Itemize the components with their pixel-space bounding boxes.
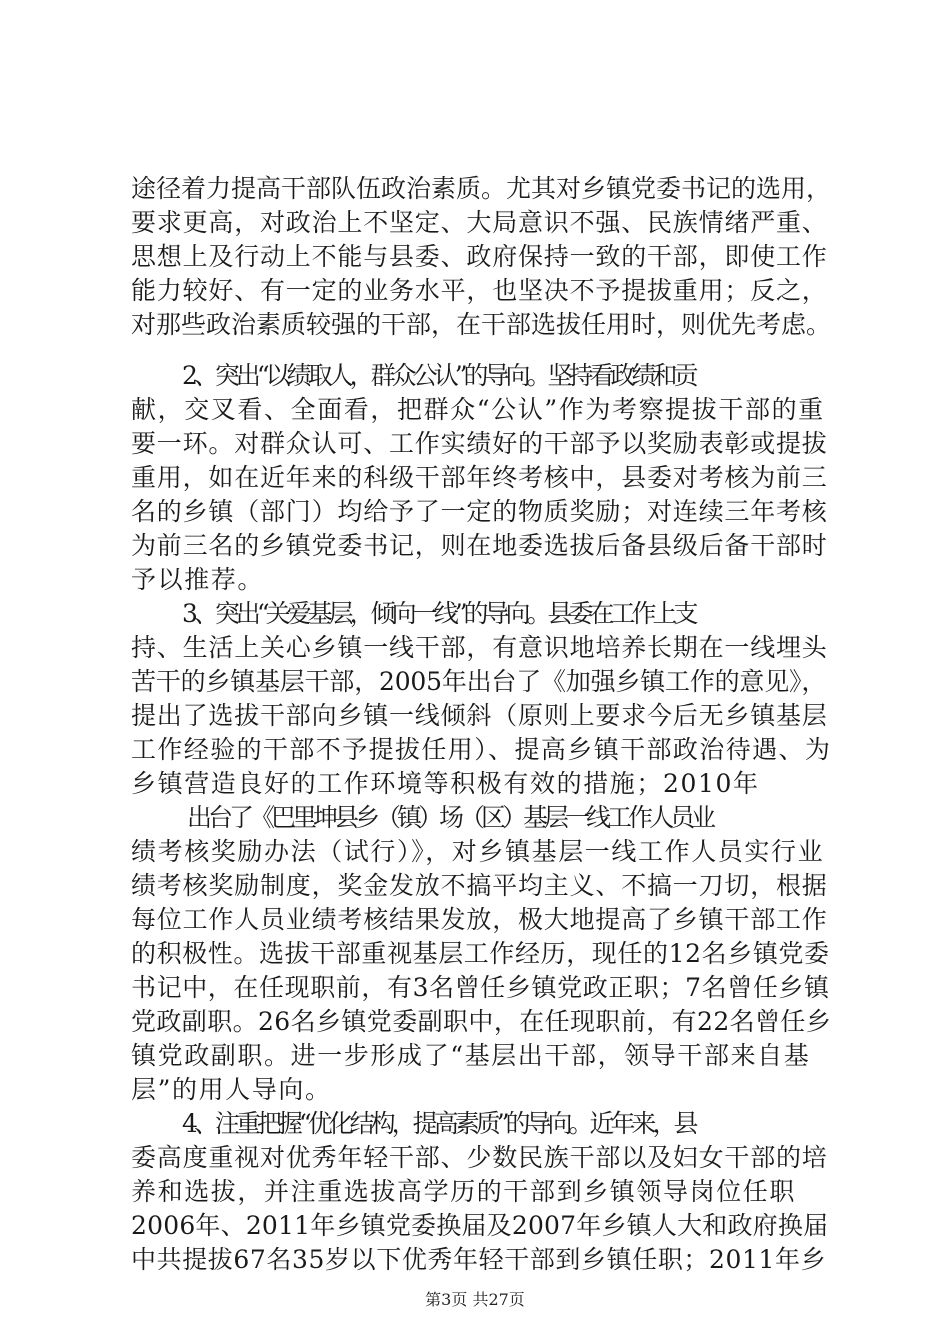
text-line: 层”的用人导向。	[131, 1075, 332, 1104]
text-line: 思想上及行动上不能与县委、政府保持一致的干部，即使工作	[131, 242, 828, 271]
text-line: 2、突出“以绩取人，群众公认”的导向。坚持看政绩和贡	[182, 361, 695, 390]
text-line: 乡镇营造良好的工作环境等积极有效的措施；2010年	[131, 769, 760, 798]
text-line: 的积极性。选拔干部重视基层工作经历，现任的12名乡镇党委	[131, 939, 830, 968]
text-line: 中共提拔67名35岁以下优秀年轻干部到乡镇任职；2011年乡	[131, 1245, 827, 1274]
text-line: 为前三名的乡镇党委书记，则在地委选拔后备县级后备干部时	[131, 531, 828, 560]
text-line: 名的乡镇（部门）均给予了一定的物质奖励；对连续三年考核	[131, 497, 828, 526]
text-line: 绩考核奖励制度，奖金发放不搞平均主义、不搞一刀切，根据	[131, 871, 828, 900]
text-line: 党政副职。26名乡镇党委副职中，在任现职前，有22名曾任乡	[131, 1007, 832, 1036]
text-line: 苦干的乡镇基层干部，2005年出台了《加强乡镇工作的意见》，	[131, 667, 827, 696]
text-line: 书记中，在任现职前，有3名曾任乡镇党政正职；7名曾任乡镇	[131, 973, 830, 1002]
text-line: 献，交叉看、全面看，把群众“公认”作为考察提拔干部的重	[131, 395, 825, 424]
text-line: 途径着力提高干部队伍政治素质。尤其对乡镇党委书记的选用，	[131, 174, 832, 203]
text-line: 3、突出“关爱基层，倾向一线”的导向。县委在工作上支	[182, 599, 695, 628]
text-line: 要求更高，对政治上不坚定、大局意识不强、民族情绪严重、	[131, 208, 828, 237]
page-number-footer: 第3页 共27页	[425, 1290, 525, 1309]
text-line: 镇党政副职。进一步形成了“基层出干部，领导干部来自基	[131, 1041, 811, 1070]
text-line: 养和选拔，并注重选拔高学历的干部到乡镇领导岗位任职	[131, 1177, 797, 1206]
text-line: 对那些政治素质较强的干部，在干部选拔任用时，则优先考虑。	[131, 310, 832, 339]
text-line: 出台了《巴里坤县乡（镇）场（区）基层一线工作人员业	[187, 803, 713, 832]
text-line: 能力较好、有一定的业务水平，也坚决不予提拔重用；反之，	[131, 276, 828, 305]
text-line: 每位工作人员业绩考核结果发放，极大地提高了乡镇干部工作	[131, 905, 828, 934]
text-line: 委高度重视对优秀年轻干部、少数民族干部以及妇女干部的培	[131, 1143, 828, 1172]
text-line: 持、生活上关心乡镇一线干部，有意识地培养长期在一线埋头	[131, 633, 828, 662]
text-line: 予以推荐。	[131, 565, 265, 594]
text-line: 要一环。对群众认可、工作实绩好的干部予以奖励表彰或提拔	[131, 429, 828, 458]
text-line: 重用，如在近年来的科级干部年终考核中，县委对考核为前三	[131, 463, 828, 492]
text-line: 4、注重把握“优化结构，提高素质”的导向。近年来，县	[182, 1109, 695, 1138]
text-line: 2006年、2011年乡镇党委换届及2007年乡镇人大和政府换届	[131, 1211, 829, 1240]
text-line: 提出了选拔干部向乡镇一线倾斜（原则上要求今后无乡镇基层	[131, 701, 828, 730]
text-line: 工作经验的干部不予提拔任用）、提高乡镇干部政治待遇、为	[131, 735, 832, 764]
text-line: 绩考核奖励办法（试行）》，对乡镇基层一线工作人员实行业	[131, 837, 825, 866]
